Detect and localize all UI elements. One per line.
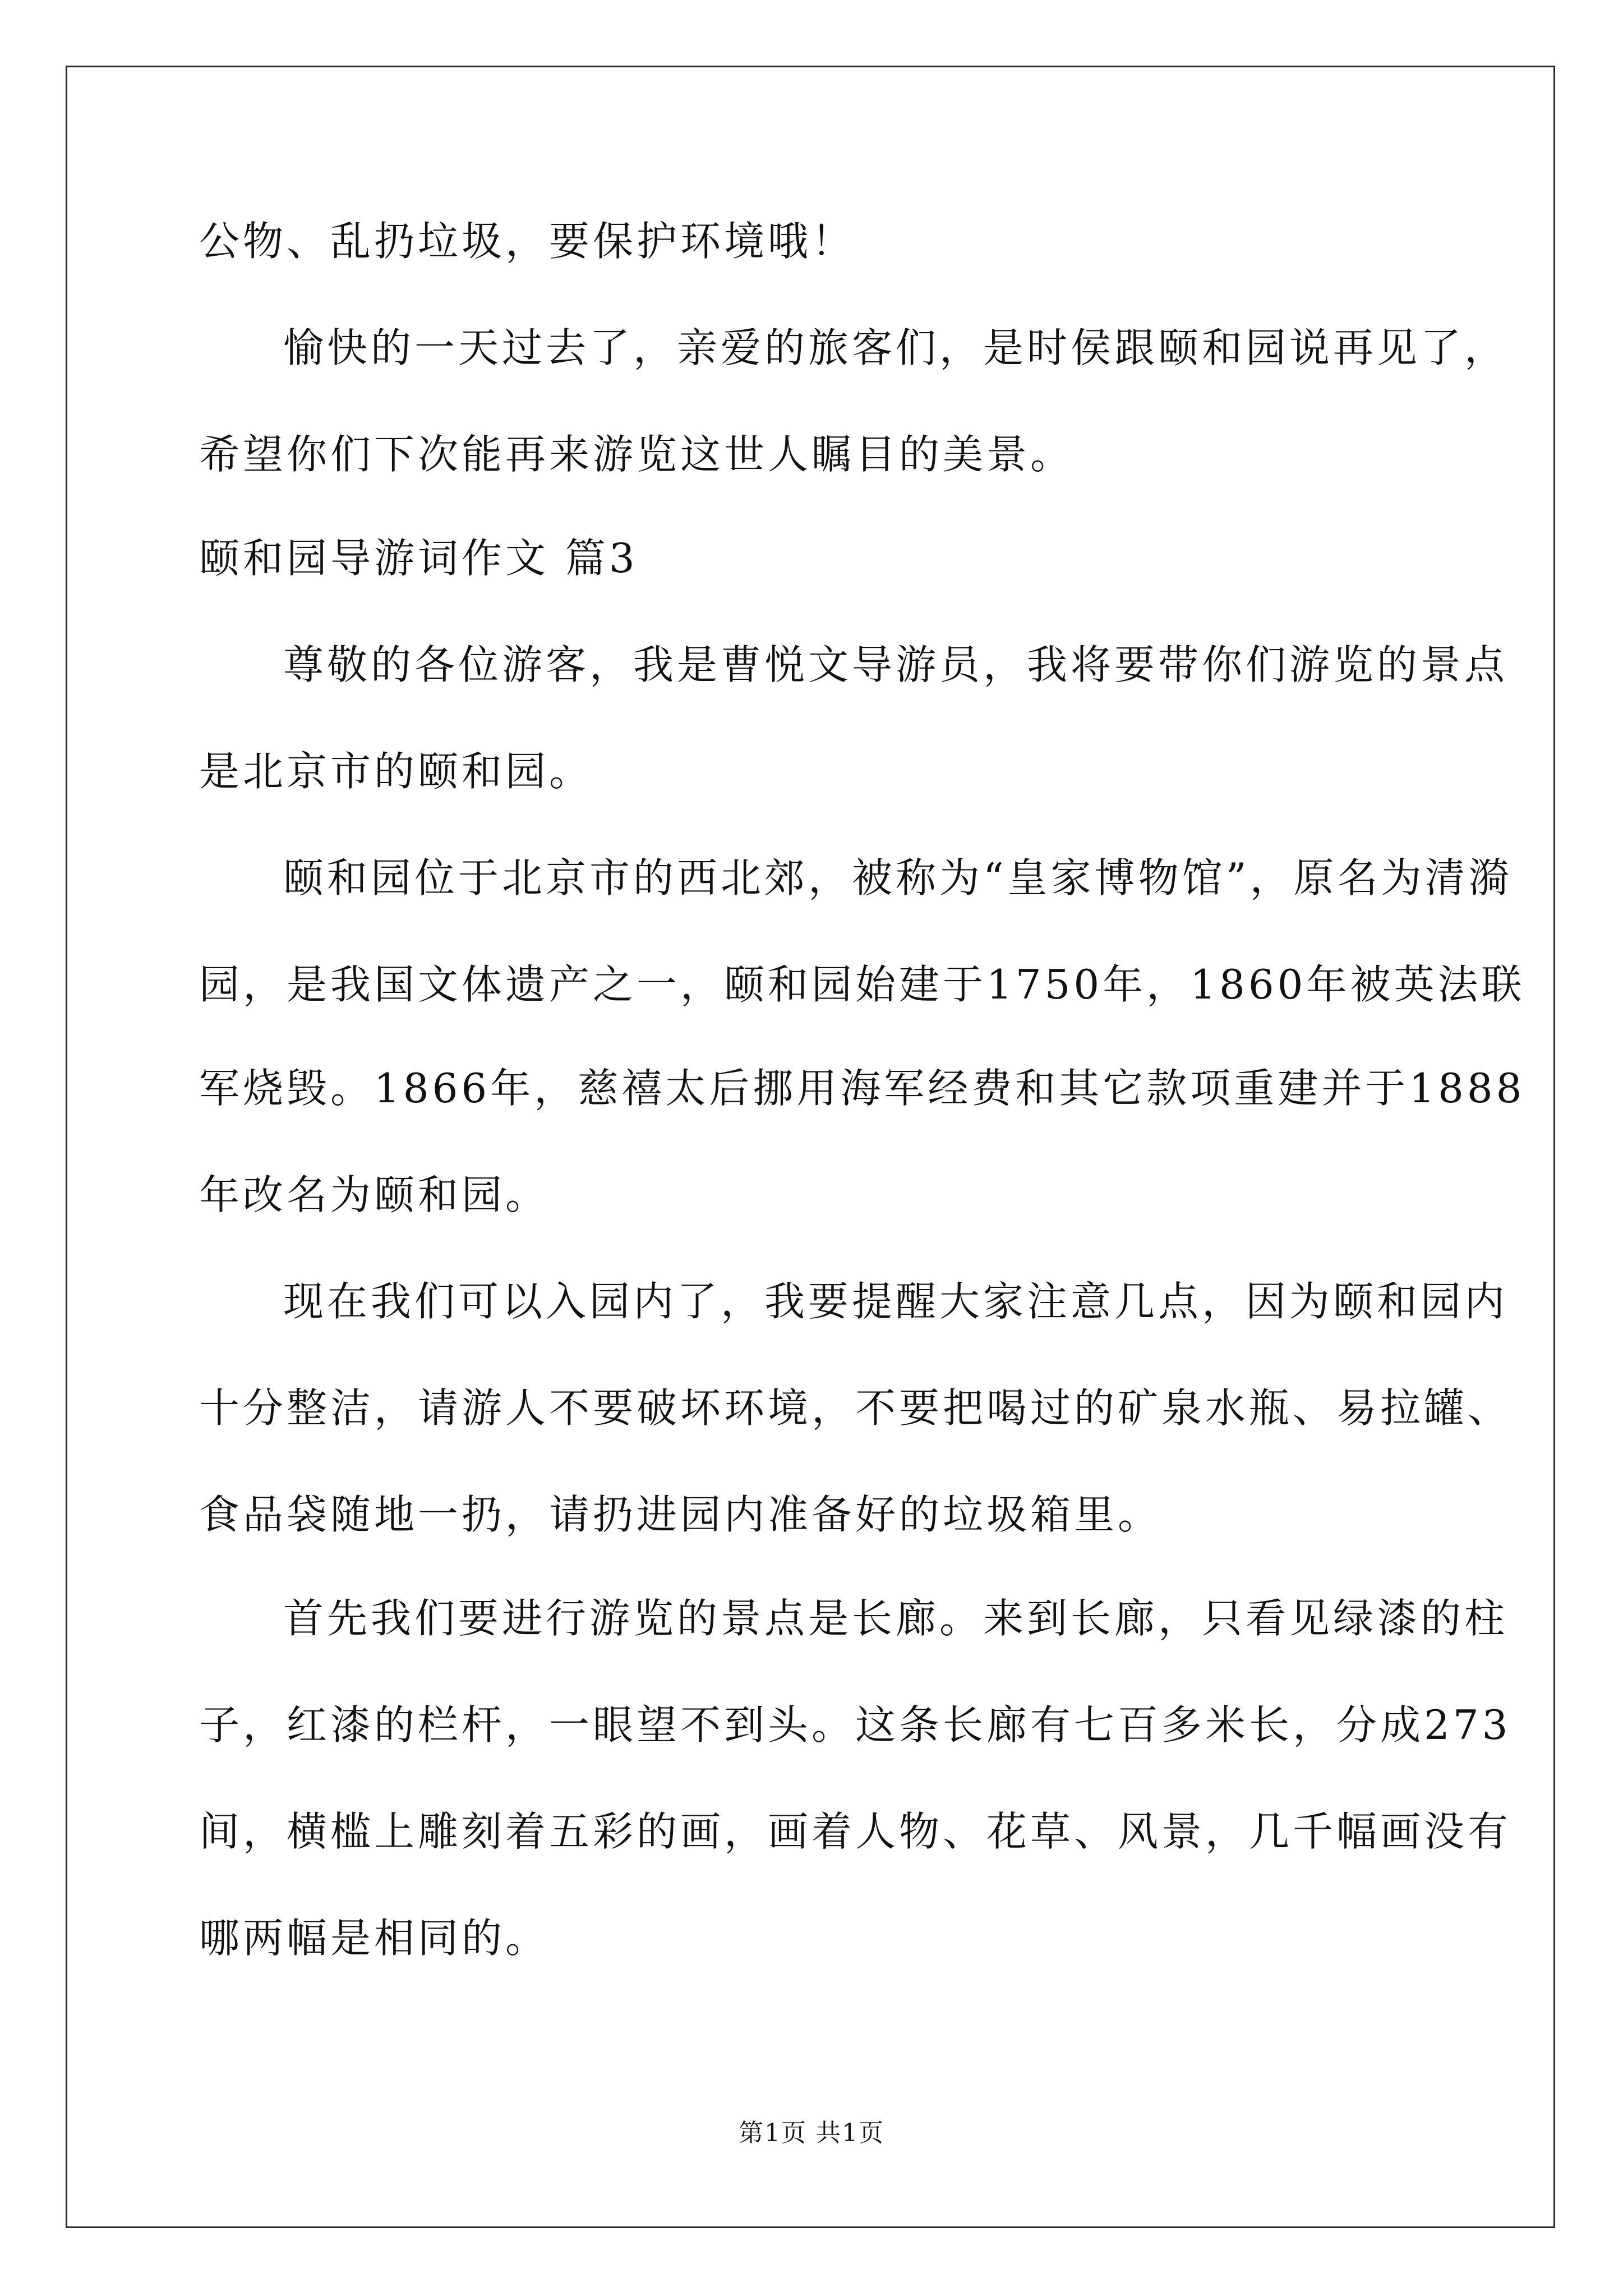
paragraph-line: 十分整洁，请游人不要破坏环境，不要把喝过的矿泉水瓶、易拉罐、 bbox=[199, 1384, 1512, 1432]
paragraph-line: 年改名为颐和园。 bbox=[199, 1171, 550, 1218]
paragraph-line: 公物、乱扔垃圾，要保护环境哦！ bbox=[199, 218, 856, 265]
paragraph-line: 子，红漆的栏杆，一眼望不到头。这条长廊有七百多米长，分成273 bbox=[199, 1701, 1511, 1749]
section-heading: 颐和园导游词作文 篇3 bbox=[199, 535, 638, 582]
paragraph-line: 哪两幅是相同的。 bbox=[199, 1915, 550, 1962]
paragraph-line: 希望你们下次能再来游览这世人瞩目的美景。 bbox=[199, 431, 1075, 478]
paragraph-line: 食品袋随地一扔，请扔进园内准备好的垃圾箱里。 bbox=[199, 1491, 1162, 1538]
page-border bbox=[66, 66, 1555, 2228]
paragraph-line: 颐和园位于北京市的西北郊，被称为“皇家博物馆”，原名为清漪 bbox=[283, 854, 1513, 901]
page-footer: 第1页 共1页 bbox=[739, 2119, 884, 2147]
paragraph-line: 尊敬的各位游客，我是曹悦文导游员，我将要带你们游览的景点 bbox=[283, 641, 1509, 688]
paragraph-line: 军烧毁。1866年，慈禧太后挪用海军经费和其它款项重建并于1888 bbox=[199, 1065, 1525, 1112]
paragraph-line: 现在我们可以入园内了，我要提醒大家注意几点，因为颐和园内 bbox=[283, 1278, 1509, 1325]
paragraph-line: 愉快的一天过去了，亲爱的旅客们，是时侯跟颐和园说再见了， bbox=[283, 324, 1509, 371]
paragraph-line: 间，横槛上雕刻着五彩的画，画着人物、花草、风景，几千幅画没有 bbox=[199, 1808, 1512, 1855]
paragraph-line: 园，是我国文体遗产之一，颐和园始建于1750年，1860年被英法联 bbox=[199, 961, 1525, 1008]
paragraph-line: 首先我们要进行游览的景点是长廊。来到长廊，只看见绿漆的柱 bbox=[283, 1595, 1509, 1642]
paragraph-line: 是北京市的颐和园。 bbox=[199, 748, 593, 795]
